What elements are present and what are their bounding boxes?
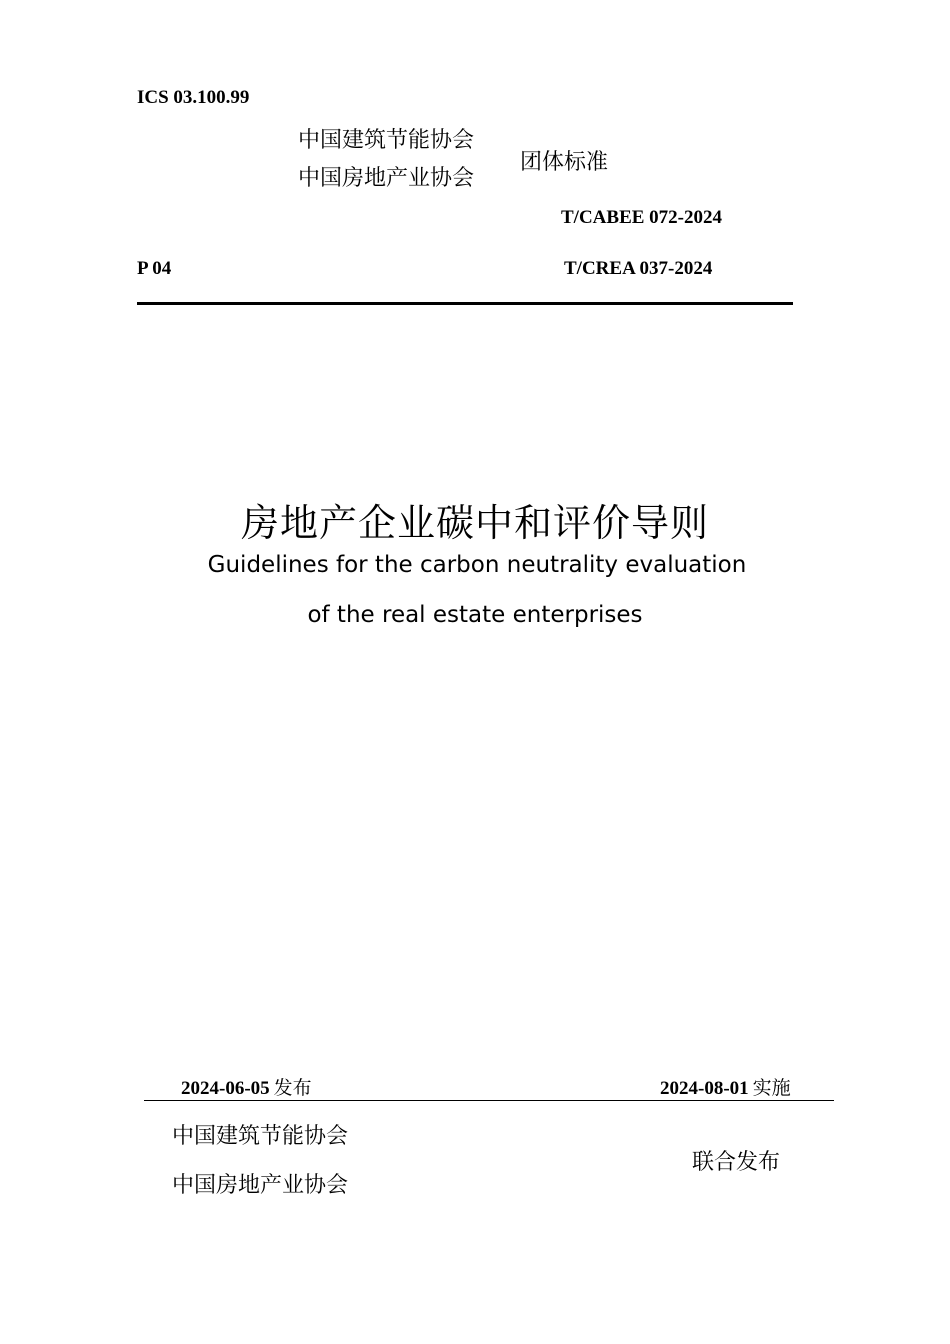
publish-date-block (181, 1073, 312, 1100)
implement-date-block (660, 1073, 791, 1100)
issuing-org-2: 中国房地产业协会 (298, 166, 475, 191)
header-divider (137, 302, 793, 305)
publish-label: 发布 (273, 1077, 312, 1099)
ics-code: ICS 03.100.99 (137, 87, 250, 108)
standard-code-cabee: T/CABEE 072-2024 (561, 207, 722, 228)
standard-type: 团体标准 (520, 150, 609, 175)
title-english-line2: of the real estate enterprises (307, 602, 643, 628)
issuing-org-1: 中国建筑节能协会 (298, 128, 475, 153)
joint-publish-label: 联合发布 (692, 1150, 781, 1175)
footer-issuing-org-1: 中国建筑节能协会 (172, 1124, 349, 1149)
implement-date: 2024-08-01 (660, 1078, 749, 1099)
footer-divider (144, 1100, 834, 1101)
footer-issuing-org-2: 中国房地产业协会 (172, 1173, 349, 1198)
implement-label: 实施 (752, 1077, 791, 1099)
category-code: P 04 (137, 258, 172, 279)
standard-code-crea: T/CREA 037-2024 (564, 258, 713, 279)
publish-date: 2024-06-05 (181, 1078, 270, 1099)
title-chinese: 房地产企业碳中和评价导则 (240, 501, 709, 545)
title-english-line1: Guidelines for the carbon neutrality evaluation (207, 552, 747, 578)
